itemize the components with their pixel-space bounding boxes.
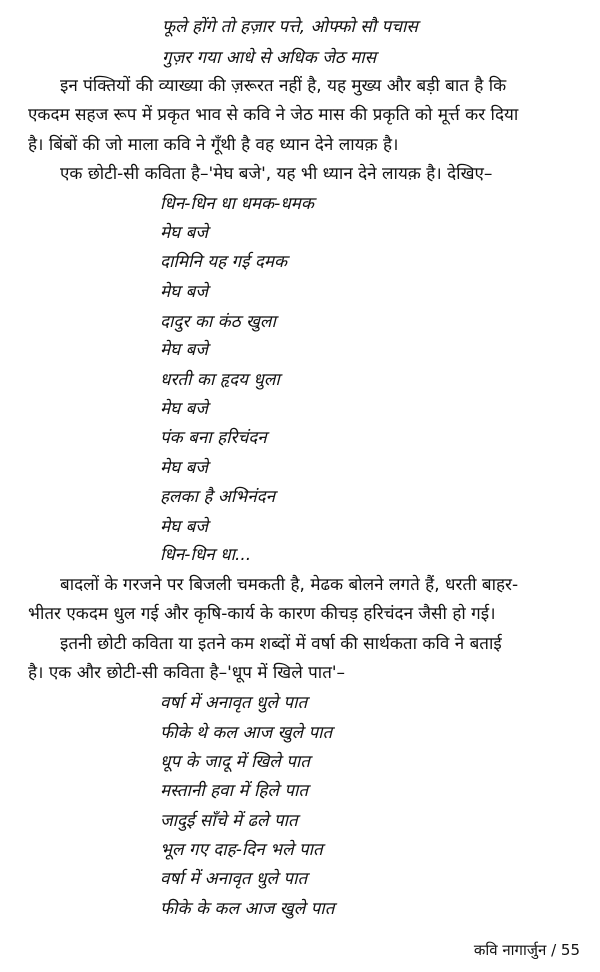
verse-line: धूप के जादू में खिले पात [160, 752, 310, 772]
paragraph-line: है। बिंबों की जो माला कवि ने गूँथी है वह ध्यान देने लायक़ है। [28, 135, 399, 155]
verse-line: धिन-धिन धा... [160, 545, 252, 565]
paragraph-line: है। एक और छोटी-सी कविता है–'धूप में खिले पात'– [28, 663, 346, 683]
verse-line: मेघ बजे [160, 399, 208, 419]
verse-line: मेघ बजे [160, 517, 208, 537]
verse-line: फीके थे कल आज खुले पात [160, 723, 333, 743]
paragraph-line: बादलों के गरजने पर बिजली चमकती है, मेढक बोलने लगते हैं, धरती बाहर- [60, 575, 519, 595]
verse-line: धरती का हृदय धुला [160, 370, 280, 390]
paragraph-line: एक छोटी-सी कविता है–'मेघ बजे', यह भी ध्यान देने लायक़ है। देखिए– [60, 164, 493, 184]
verse-line: दादुर का कंठ खुला [160, 312, 276, 332]
verse-line: वर्षा में अनावृत धुले पात [160, 869, 308, 889]
verse-line: गुज़र गया आधे से अधिक जेठ मास [162, 48, 377, 68]
verse-line: धिन-धिन धा धमक-धमक [160, 194, 314, 214]
verse-line: फूले होंगे तो हज़ार पत्ते, ओफ्फो सौ पचास [162, 17, 418, 37]
verse-line: मस्तानी हवा में हिले पात [160, 781, 309, 801]
verse-line: हलका है अभिनंदन [160, 487, 276, 507]
verse-line: दामिनि यह गई दमक [160, 252, 288, 272]
verse-line: मेघ बजे [160, 458, 208, 478]
verse-line: वर्षा में अनावृत धुले पात [160, 693, 308, 713]
paragraph-line: इन पंक्तियों की व्याख्या की ज़रूरत नहीं है, यह मुख्य और बड़ी बात है कि [60, 76, 507, 96]
page-footer: कवि नागार्जुन / 55 [473, 941, 580, 959]
verse-line: मेघ बजे [160, 223, 208, 243]
verse-line: जादुई साँचे में ढले पात [160, 811, 298, 831]
verse-line: भूल गए दाह-दिन भले पात [160, 840, 323, 860]
paragraph-line: भीतर एकदम धुल गई और कृषि-कार्य के कारण कीचड़ हरिचंदन जैसी हो गई। [28, 604, 496, 624]
paragraph-line: इतनी छोटी कविता या इतने कम शब्दों में वर्षा की सार्थकता कवि ने बताई [60, 634, 502, 654]
verse-line: फीके के कल आज खुले पात [160, 899, 335, 919]
paragraph-line: एकदम सहज रूप में प्रकृत भाव से कवि ने जेठ मास की प्रकृति को मूर्त्त कर दिया [28, 105, 519, 125]
verse-line: मेघ बजे [160, 282, 208, 302]
verse-line: पंक बना हरिचंदन [160, 428, 267, 448]
verse-line: मेघ बजे [160, 340, 208, 360]
